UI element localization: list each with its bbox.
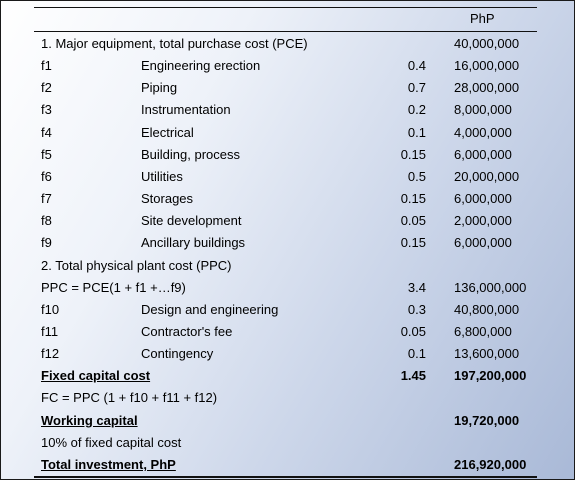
row-description: Ancillary buildings bbox=[141, 235, 246, 251]
row-label: FC = PPC (1 + f10 + f11 + f12) bbox=[41, 390, 218, 406]
row-label: f9 bbox=[41, 235, 52, 251]
table-row bbox=[1, 188, 574, 210]
row-value: 13,600,000 bbox=[454, 346, 520, 362]
row-description: Instrumentation bbox=[141, 102, 231, 118]
row-value: 2,000,000 bbox=[454, 213, 512, 229]
row-description: Contingency bbox=[141, 346, 214, 362]
row-factor: 0.7 bbox=[407, 80, 426, 96]
table-row bbox=[1, 55, 574, 77]
row-factor: 0.05 bbox=[400, 323, 426, 339]
table-row bbox=[1, 365, 574, 387]
row-description: Site development bbox=[141, 213, 242, 229]
row-factor: 0.5 bbox=[407, 168, 426, 184]
row-factor: 0.05 bbox=[400, 213, 426, 229]
table-row bbox=[1, 321, 574, 343]
row-factor: 0.4 bbox=[407, 58, 426, 74]
row-label: f5 bbox=[41, 146, 52, 162]
row-value: 136,000,000 bbox=[454, 279, 527, 295]
row-description: Utilities bbox=[141, 168, 183, 184]
row-value: 16,000,000 bbox=[454, 58, 520, 74]
row-value: 19,720,000 bbox=[454, 412, 520, 428]
top-rule bbox=[34, 7, 537, 8]
table-row bbox=[1, 299, 574, 321]
row-label: f4 bbox=[41, 124, 52, 140]
table-row bbox=[1, 210, 574, 232]
row-value: 20,000,000 bbox=[454, 168, 520, 184]
row-description: Electrical bbox=[141, 124, 194, 140]
table-row bbox=[1, 454, 574, 476]
row-value: 4,000,000 bbox=[454, 124, 512, 140]
row-description: Storages bbox=[141, 191, 194, 206]
table-row bbox=[1, 144, 574, 166]
row-value: 40,000,000 bbox=[454, 36, 520, 51]
bottom-rule bbox=[34, 476, 537, 478]
table-row bbox=[1, 343, 574, 365]
header-rule bbox=[34, 31, 537, 32]
table-row bbox=[1, 166, 574, 188]
row-description: Building, process bbox=[141, 146, 240, 162]
row-value: 6,000,000 bbox=[454, 191, 512, 206]
row-label: 10% of fixed capital cost bbox=[41, 434, 182, 450]
row-description: Contractor's fee bbox=[141, 323, 233, 339]
row-factor: 1.45 bbox=[400, 368, 426, 384]
row-factor: 0.1 bbox=[407, 346, 426, 362]
table-row bbox=[1, 255, 574, 277]
table-row bbox=[1, 99, 574, 121]
row-label: f6 bbox=[41, 168, 52, 184]
row-factor: 0.15 bbox=[400, 235, 426, 251]
table-row bbox=[1, 432, 574, 454]
row-value: 197,200,000 bbox=[454, 368, 527, 384]
table-row bbox=[1, 387, 574, 409]
row-description: Engineering erection bbox=[141, 58, 261, 74]
row-value: 6,000,000 bbox=[454, 146, 512, 162]
row-label: Total investment, PhP bbox=[41, 456, 176, 472]
row-label: f2 bbox=[41, 80, 52, 96]
currency-header: PhP bbox=[470, 11, 495, 26]
row-label: Working capital bbox=[41, 412, 138, 428]
row-value: 40,800,000 bbox=[454, 301, 520, 317]
row-value: 6,800,000 bbox=[454, 323, 512, 339]
row-label: 2. Total physical plant cost (PPC) bbox=[41, 257, 232, 273]
table-row bbox=[1, 33, 574, 55]
table-row bbox=[1, 277, 574, 299]
table-row bbox=[1, 77, 574, 99]
row-factor: 0.3 bbox=[407, 301, 426, 317]
row-label: f8 bbox=[41, 213, 52, 229]
row-value: 216,920,000 bbox=[454, 456, 527, 472]
row-label: f3 bbox=[41, 102, 52, 118]
row-factor: 0.1 bbox=[407, 124, 426, 140]
table-row bbox=[1, 122, 574, 144]
row-label: 1. Major equipment, total purchase cost (PCE) bbox=[41, 36, 308, 51]
row-label: f11 bbox=[41, 323, 59, 339]
table-row bbox=[1, 232, 574, 254]
table-row bbox=[1, 410, 574, 432]
row-value: 8,000,000 bbox=[454, 102, 512, 118]
row-value: 28,000,000 bbox=[454, 80, 520, 96]
row-value: 6,000,000 bbox=[454, 235, 512, 251]
row-label: f10 bbox=[41, 301, 60, 317]
row-description: Piping bbox=[141, 80, 178, 96]
row-factor: 0.15 bbox=[400, 146, 426, 162]
row-label: f12 bbox=[41, 346, 60, 362]
row-label: Fixed capital cost bbox=[41, 368, 151, 384]
row-factor: 3.4 bbox=[407, 279, 426, 295]
row-description: Design and engineering bbox=[141, 301, 279, 317]
row-label: f7 bbox=[41, 191, 52, 206]
row-label: PPC = PCE(1 + f1 +…f9) bbox=[41, 279, 186, 295]
row-label: f1 bbox=[41, 58, 52, 74]
row-factor: 0.2 bbox=[407, 102, 426, 118]
row-factor: 0.15 bbox=[400, 191, 426, 206]
